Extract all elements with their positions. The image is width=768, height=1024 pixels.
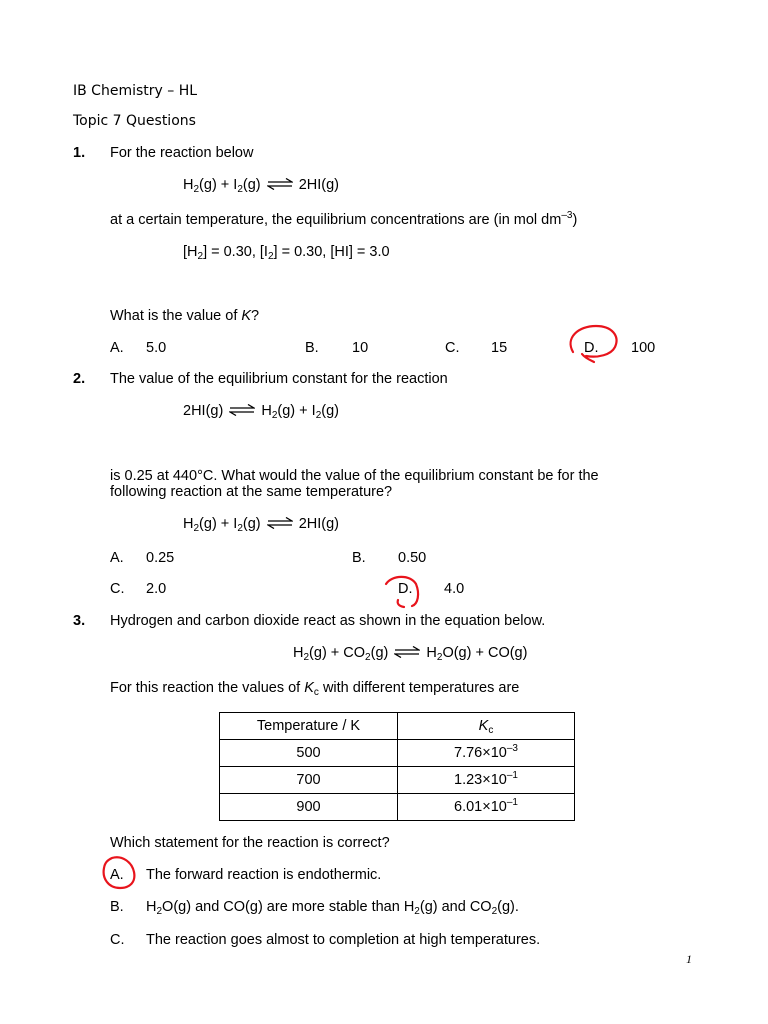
equilibrium-arrow-icon [229, 404, 255, 416]
q1-option-b-value: 10 [352, 340, 369, 356]
q1-option-d-value: 100 [631, 340, 656, 356]
q2-equation-reverse: $H_2(g) + I_2(g)$ 2HI(g) [183, 516, 339, 534]
q1-option-a-value: 5.0 [146, 340, 167, 356]
kc-cell: $1.23\times 10^{-1}$ [398, 767, 575, 794]
header-temperature: Temperature / K [220, 713, 398, 740]
q2-option-b-value: 0.50 [398, 550, 427, 566]
q2-option-d-value: 4.0 [444, 581, 465, 597]
q1-option-d-letter[interactable]: D. [584, 340, 599, 356]
q1-option-a-letter[interactable]: A. [110, 340, 124, 356]
equilibrium-arrow-icon [267, 517, 293, 529]
q1-option-c-letter[interactable]: C. [445, 340, 460, 356]
equilibrium-arrow-icon [394, 646, 420, 658]
topic-title: Topic 7 Questions [73, 113, 196, 129]
q2-option-a-letter[interactable]: A. [110, 550, 124, 566]
temp-cell: 700 [220, 767, 398, 794]
q2-intro: The value of the equilibrium constant for the reaction [110, 371, 448, 387]
q2-text-line1: is 0.25 at 440°C. What would the value of the equilibrium constant be for the [110, 468, 599, 484]
q3-option-a-letter[interactable]: A. [110, 867, 124, 883]
q1-number: 1. [73, 145, 86, 161]
q2-number: 2. [73, 371, 86, 387]
kc-table [219, 712, 575, 821]
q2-option-b-letter[interactable]: B. [352, 550, 366, 566]
q1-concentration-values: $[H_2] = 0.30$, $[I_2] = 0.30$, [HI] = 3.0 [183, 244, 390, 262]
q1-option-c-value: 15 [491, 340, 508, 356]
temp-cell: 900 [220, 794, 398, 821]
q2-option-c-letter[interactable]: C. [110, 581, 125, 597]
q3-kc-intro: For this reaction the values of $K_c$ with different temperatures are [110, 680, 520, 698]
kc-cell: $6.01\times 10^{-1}$ [398, 794, 575, 821]
q2-equation: 2HI(g) $H_2(g) + I_2(g)$ [183, 403, 339, 421]
table-row [220, 740, 575, 767]
q3-equation: $H_2(g) + CO_2(g) H_2O(g) + CO(g)$ [293, 645, 528, 663]
temp-cell: 500 [220, 740, 398, 767]
q3-question: Which statement for the reaction is correct? [110, 835, 390, 851]
table-header-row [220, 713, 575, 740]
q2-option-c-value: 2.0 [146, 581, 167, 597]
q3-option-c-letter[interactable]: C. [110, 932, 125, 948]
table-row [220, 767, 575, 794]
q3-option-a-text: The forward reaction is endothermic. [146, 867, 382, 883]
page-number: 1 [686, 952, 692, 966]
table-row [220, 794, 575, 821]
q1-question: What is the value of K? [110, 308, 260, 324]
equilibrium-arrow-icon [267, 178, 293, 190]
q3-number: 3. [73, 613, 86, 629]
q3-option-b-letter[interactable]: B. [110, 899, 124, 915]
q2-option-a-value: 0.25 [146, 550, 175, 566]
q3-intro: Hydrogen and carbon dioxide react as shown in the equation below. [110, 613, 546, 629]
q1-option-b-letter[interactable]: B. [305, 340, 319, 356]
q2-option-d-letter[interactable]: D. [398, 581, 413, 597]
q3-option-b-text: $H_2O(g)$ and CO(g) are more stable than $H_2(g)$ and $CO_2(g)$. [146, 899, 519, 917]
kc-cell: $7.76\times 10^{-3}$ [398, 740, 575, 767]
q1-equation: $H_2(g) + I_2(g)$ 2HI(g) [183, 177, 339, 195]
q2-text-line2: following reaction at the same temperature? [110, 484, 393, 500]
q1-concentration-text: at a certain temperature, the equilibrium concentrations are (in mol $dm^{-3}$) [110, 210, 578, 228]
course-title: IB Chemistry – HL [73, 83, 198, 99]
q1-intro: For the reaction below [110, 145, 254, 161]
header-kc: $K_c$ [398, 713, 575, 740]
q3-option-c-text: The reaction goes almost to completion at high temperatures. [146, 932, 541, 948]
